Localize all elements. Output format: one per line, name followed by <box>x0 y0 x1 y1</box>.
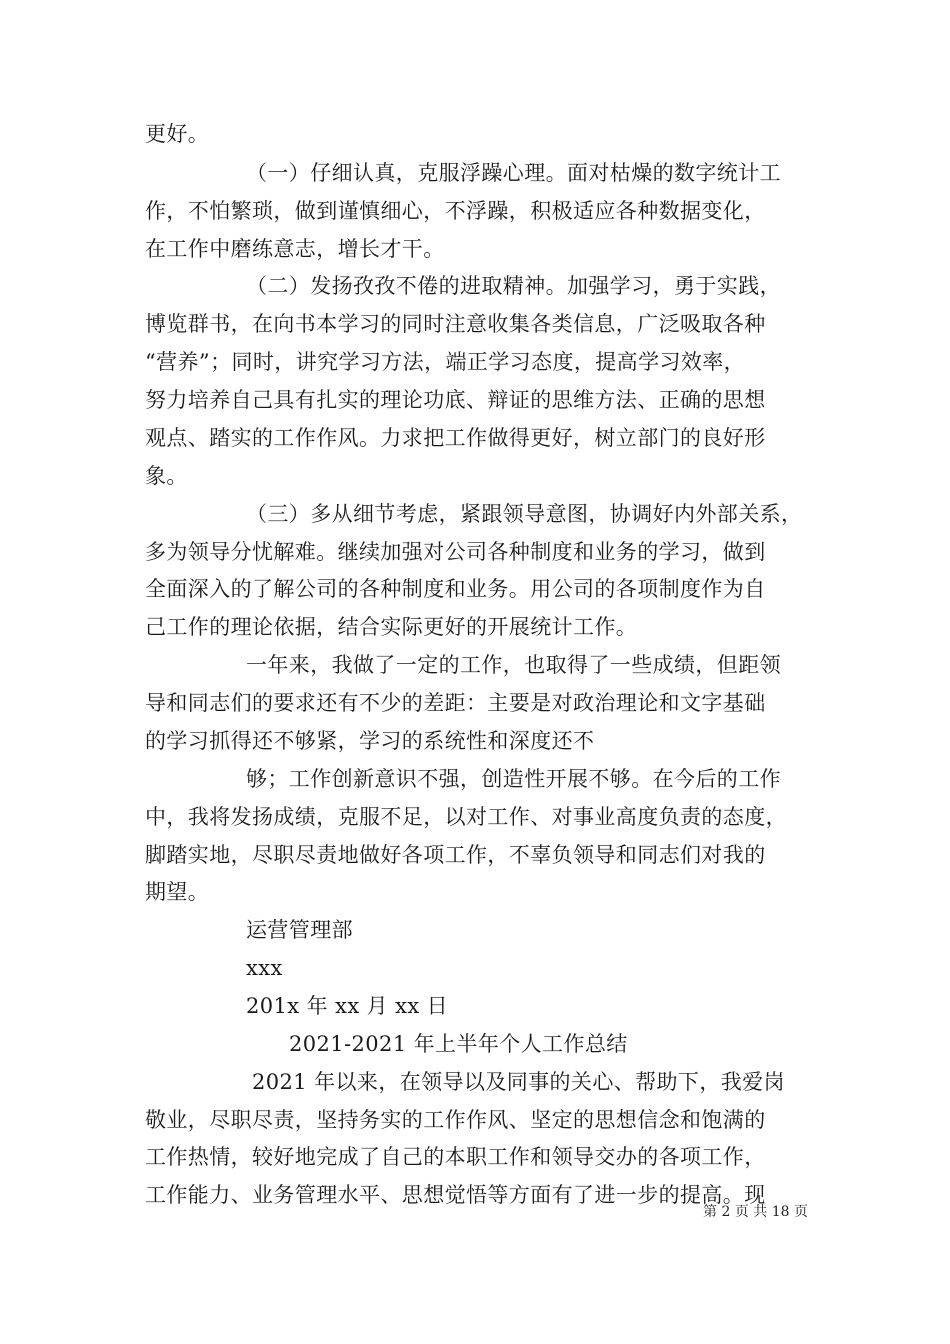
department-name: 运营管理部 <box>246 918 353 942</box>
body-text-line: 己工作的理论依据，结合实际更好的开展统计工作。 <box>145 615 638 639</box>
signature-date: 201x 年 xx 月 xx 日 <box>246 994 449 1018</box>
body-text-line: 的学习抓得还不够紧，学习的系统性和深度还不 <box>145 729 595 753</box>
body-text-line: 象。 <box>145 464 188 488</box>
body-text-line: 博览群书，在向书本学习的同时注意收集各类信息，广泛吸取各种 <box>145 312 766 336</box>
body-text-line: 敬业，尽职尽责，坚持务实的工作作风、坚定的思想信念和饱满的 <box>145 1108 766 1132</box>
body-text-line: （三）多从细节考虑，紧跟领导意图，协调好内外部关系， <box>246 502 803 526</box>
author-name: xxx <box>246 956 283 980</box>
body-text-line: “营养”；同时，讲究学习方法，端正学习态度，提高学习效率， <box>145 350 746 374</box>
body-text-line: 更好。 <box>145 122 210 146</box>
body-text-line: 工作热情，较好地完成了自己的本职工作和领导交办的各项工作， <box>145 1145 766 1169</box>
body-text-line: 期望。 <box>145 880 210 904</box>
body-text-line: 努力培养自己具有扎实的理论功底、辩证的思维方法、正确的思想 <box>145 388 766 412</box>
section-title: 2021-2021 年上半年个人工作总结 <box>289 1032 628 1056</box>
body-text-line: 一年来，我做了一定的工作，也取得了一些成绩，但距领 <box>246 653 781 677</box>
body-text-line: 全面深入的了解公司的各种制度和业务。用公司的各项制度作为自 <box>145 577 766 601</box>
body-text-line: 在工作中磨练意志，增长才干。 <box>145 237 445 261</box>
page-number: 第 2 页 共 18 页 <box>703 1204 808 1220</box>
body-text-line: 脚踏实地，尽职尽责地做好各项工作，不辜负领导和同志们对我的 <box>145 843 766 867</box>
body-text-line: 够；工作创新意识不强，创造性开展不够。在今后的工作 <box>246 767 781 791</box>
body-text-line: 导和同志们的要求还有不少的差距：主要是对政治理论和文字基础 <box>145 691 766 715</box>
body-text-line: 中，我将发扬成绩，克服不足，以对工作、对事业高度负责的态度， <box>145 805 787 829</box>
body-text-line: 工作能力、业务管理水平、思想觉悟等方面有了进一步的提高。现 <box>145 1183 766 1207</box>
body-text-line: 作，不怕繁琐，做到谨慎细心，不浮躁，积极适应各种数据变化， <box>145 199 766 223</box>
body-text-line: 观点、踏实的工作作风。力求把工作做得更好，树立部门的良好形 <box>145 426 766 450</box>
body-text-line: （二）发扬孜孜不倦的进取精神。加强学习，勇于实践， <box>246 274 781 298</box>
body-text-line: 2021 年以来，在领导以及同事的关心、帮助下，我爱岗 <box>252 1070 785 1094</box>
body-text-line: （一）仔细认真，克服浮躁心理。面对枯燥的数字统计工 <box>246 161 781 185</box>
body-text-line: 多为领导分忧解难。继续加强对公司各种制度和业务的学习，做到 <box>145 540 766 564</box>
